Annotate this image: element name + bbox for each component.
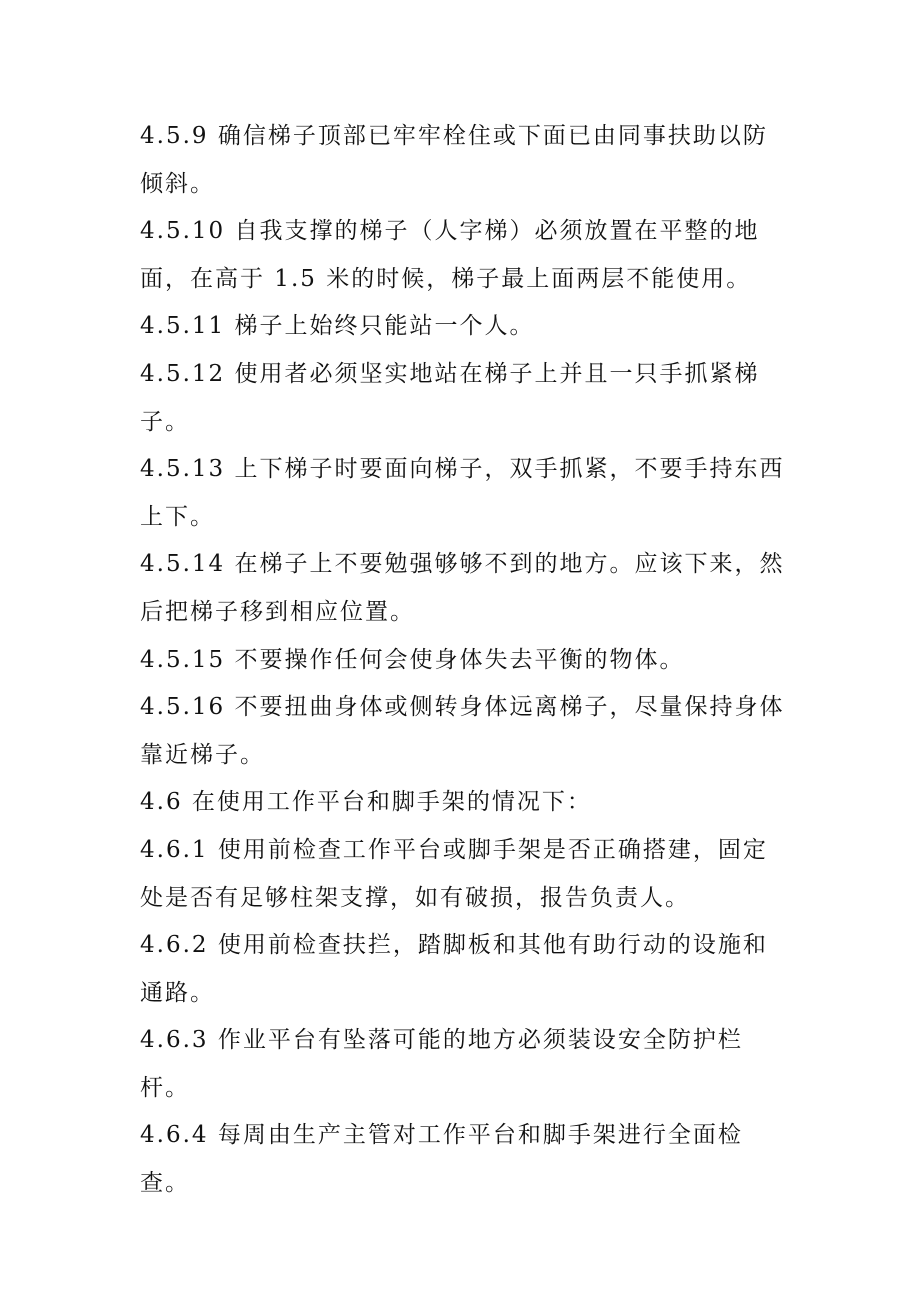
- paragraph-4-5-13: 4.5.13 上下梯子时要面向梯子，双手抓紧，不要手持东西上下。: [140, 456, 785, 530]
- paragraph-4-6-1: 4.6.1 使用前检查工作平台或脚手架是否正确搭建，固定处是否有足够柱架支撑，如有破损，报告负责人。: [140, 836, 768, 911]
- paragraph-4-5-15: 4.5.15 不要操作任何会使身体失去平衡的物体。: [140, 646, 685, 673]
- paragraph-4-6-4: 4.6.4 每周由生产主管对工作平台和脚手架进行全面检查。: [140, 1122, 743, 1197]
- paragraph-4-5-12: 4.5.12 使用者必须坚实地站在梯子上并且一只手抓紧梯子。: [140, 360, 760, 435]
- paragraph-4-5-11: 4.5.11 梯子上始终只能站一个人。: [140, 313, 535, 340]
- paragraph-4-5-16: 4.5.16 不要扭曲身体或侧转身体远离梯子，尽量保持身体靠近梯子。: [140, 694, 785, 768]
- paragraph-4-5-14: 4.5.14 在梯子上不要勉强够够不到的地方。应该下来，然后把梯子移到相应位置。: [140, 551, 785, 625]
- paragraph-4-5-10: 4.5.10 自我支撑的梯子（人字梯）必须放置在平整的地面，在高于 1.5 米的时候，梯子最上面两层不能使用。: [140, 218, 760, 292]
- paragraph-4-5-9: 4.5.9 确信梯子顶部已牢牢栓住或下面已由同事扶助以防倾斜。: [140, 123, 768, 197]
- paragraph-4-6: 4.6 在使用工作平台和脚手架的情况下：: [140, 789, 592, 816]
- paragraph-4-6-3: 4.6.3 作业平台有坠落可能的地方必须装设安全防护栏杆。: [140, 1027, 743, 1101]
- paragraph-4-6-2: 4.6.2 使用前检查扶拦，踏脚板和其他有助行动的设施和通路。: [140, 932, 768, 1006]
- document-body: [140, 113, 790, 1208]
